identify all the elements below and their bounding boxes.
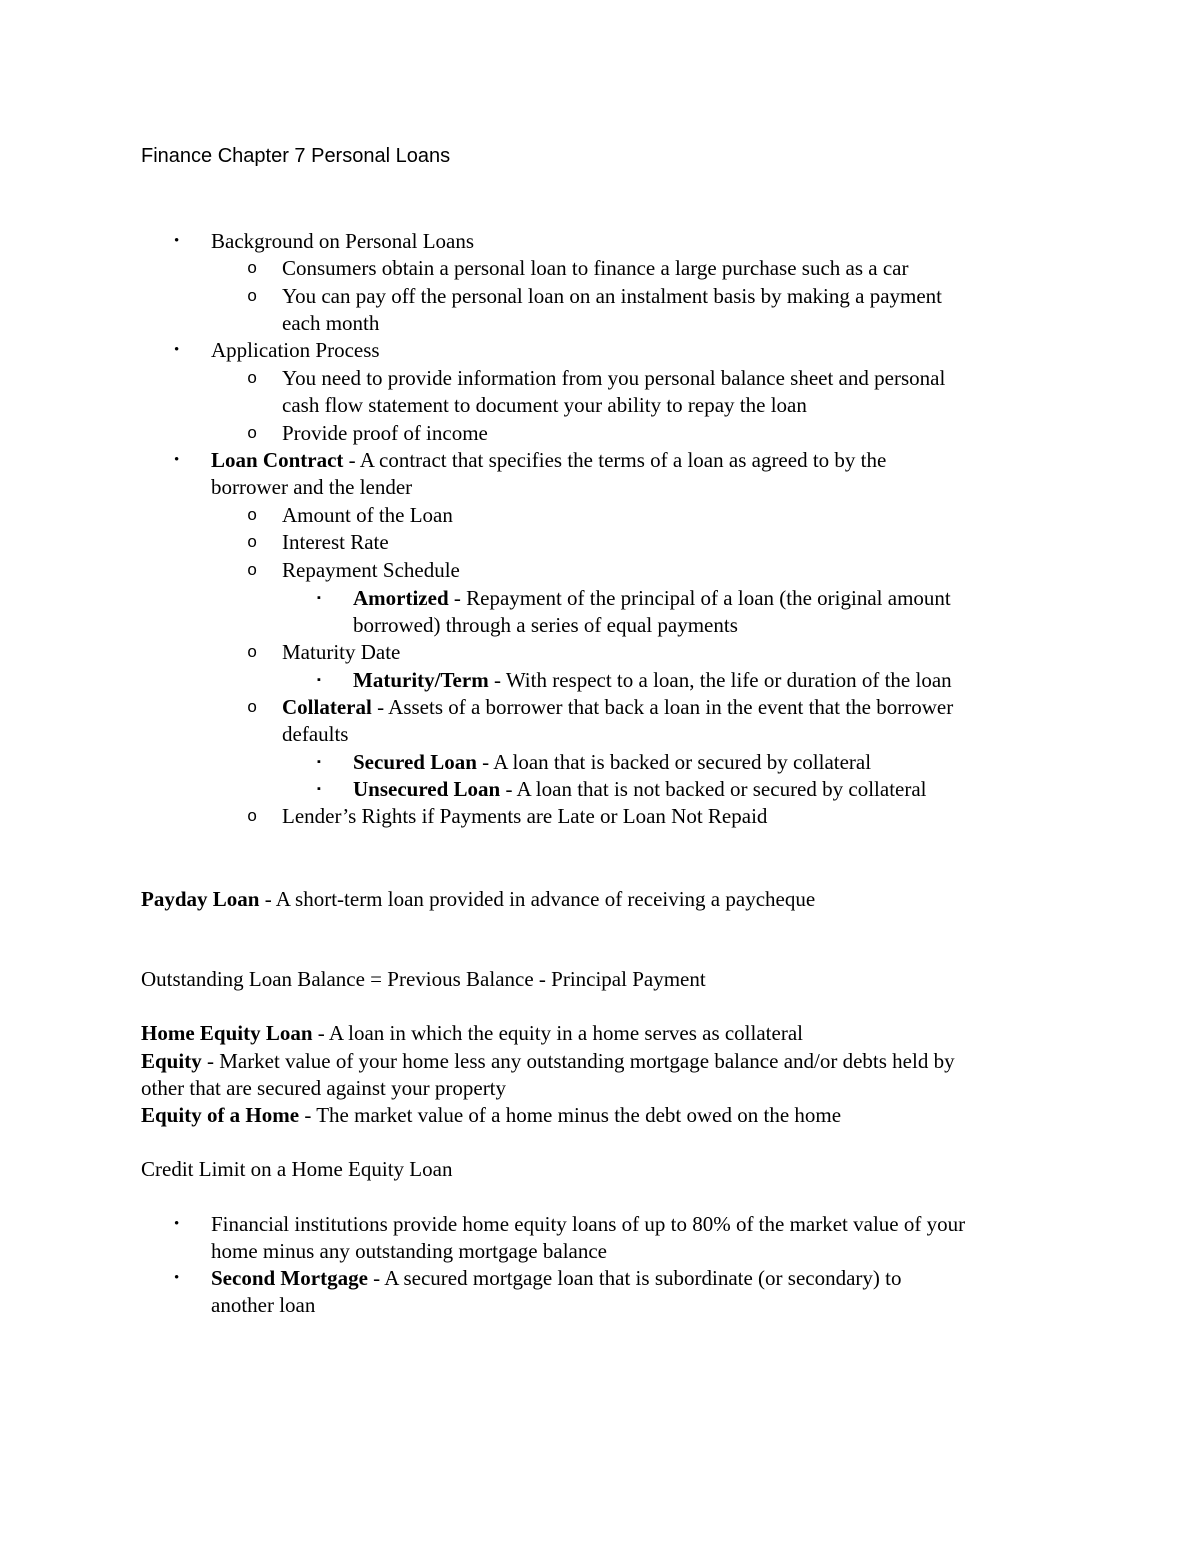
bullet-second-mortgage — [211, 1265, 901, 1292]
sub-bullet-marker: o — [247, 808, 258, 827]
definition-text: - Assets of a borrower that back a loan in the event that the borrower — [371, 695, 954, 719]
definition-text: - Market value of your home less any outstanding mortgage balance and/or debts held by — [201, 1049, 955, 1073]
heading-credit-limit: Credit Limit on a Home Equity Loan — [141, 1157, 453, 1181]
definition-text: - A loan that is backed or secured by collateral — [476, 750, 872, 774]
sub-bullet-maturity-date: Maturity Date — [282, 640, 401, 664]
sub-bullet-collateral-cont: defaults — [282, 722, 349, 746]
sub-sub-bullet-marker: ▪ — [317, 592, 321, 604]
sub-bullet-marker: o — [247, 370, 258, 389]
definition-text: - The market value of a home minus the debt owed on the home — [299, 1103, 842, 1127]
sub-sub-bullet-unsecured — [353, 776, 927, 803]
definition-text: - A contract that specifies the terms of a loan as agreed to by the — [343, 448, 887, 472]
sub-bullet-marker: o — [247, 562, 258, 581]
sub-sub-bullet-marker: ▪ — [317, 783, 321, 795]
paragraph-equity — [141, 1048, 955, 1075]
sub-bullet-marker: o — [247, 644, 258, 663]
sub-sub-bullet-marker: ▪ — [317, 756, 321, 768]
definition-text: - A loan in which the equity in a home serves as collateral — [312, 1021, 803, 1045]
sub-bullet-proof-income: Provide proof of income — [282, 421, 488, 445]
sub-bullet-marker: o — [247, 534, 258, 553]
sub-bullet-consumers: Consumers obtain a personal loan to finance a large purchase such as a car — [282, 256, 909, 280]
sub-bullet-amount: Amount of the Loan — [282, 503, 453, 527]
bullet-marker: • — [174, 452, 180, 468]
bullet-marker: • — [174, 233, 180, 249]
sub-bullet-marker: o — [247, 288, 258, 307]
paragraph-formula: Outstanding Loan Balance = Previous Balance - Principal Payment — [141, 967, 706, 991]
term-equity-of-home: Equity of a Home — [141, 1103, 300, 1127]
definition-text: - A secured mortgage loan that is subordinate (or secondary) to — [367, 1266, 902, 1290]
definition-text: - With respect to a loan, the life or duration of the loan — [488, 668, 952, 692]
sub-sub-bullet-amortized — [353, 585, 951, 612]
definition-text: - Repayment of the principal of a loan (the original amount — [448, 586, 951, 610]
term-second-mortgage: Second Mortgage — [211, 1266, 368, 1290]
sub-bullet-instalment: You can pay off the personal loan on an instalment basis by making a payment — [282, 284, 943, 308]
term-maturity: Maturity/Term — [353, 668, 489, 692]
paragraph-equity-of-home — [141, 1102, 841, 1129]
term-collateral: Collateral — [282, 695, 372, 719]
sub-bullet-marker: o — [247, 260, 258, 279]
sub-bullet-lenders-rights: Lender’s Rights if Payments are Late or Loan Not Repaid — [282, 804, 768, 828]
bullet-loan-contract-cont: borrower and the lender — [211, 475, 413, 499]
bullet-financial-institutions-cont: home minus any outstanding mortgage balance — [211, 1239, 607, 1263]
document-title: Finance Chapter 7 Personal Loans — [141, 145, 451, 167]
paragraph-payday-loan — [141, 886, 815, 913]
sub-sub-bullet-maturity-term — [353, 667, 952, 694]
definition-text: - A loan that is not backed or secured by collateral — [500, 777, 927, 801]
sub-bullet-marker: o — [247, 425, 258, 444]
paragraph-equity-cont: other that are secured against your property — [141, 1076, 507, 1100]
term-secured-loan: Secured Loan — [353, 750, 477, 774]
sub-bullet-marker: o — [247, 507, 258, 526]
term-amortized: Amortized — [353, 586, 449, 610]
bullet-marker: • — [174, 1216, 180, 1232]
sub-bullet-collateral — [282, 694, 953, 721]
term-home-equity-loan: Home Equity Loan — [141, 1021, 313, 1045]
sub-sub-bullet-secured — [353, 749, 871, 776]
sub-bullet-provide-info-cont: cash flow statement to document your ability to repay the loan — [282, 393, 807, 417]
bullet-marker: • — [174, 342, 180, 358]
bullet-application: Application Process — [211, 338, 380, 362]
term-equity: Equity — [141, 1049, 202, 1073]
term-payday-loan: Payday Loan — [141, 887, 260, 911]
sub-sub-bullet-amortized-cont: borrowed) through a series of equal payments — [353, 613, 738, 637]
paragraph-home-equity-loan — [141, 1020, 803, 1047]
bullet-second-mortgage-cont: another loan — [211, 1293, 316, 1317]
sub-bullet-provide-info: You need to provide information from you personal balance sheet and personal — [282, 366, 946, 390]
bullet-marker: • — [174, 1270, 180, 1286]
bullet-financial-institutions: Financial institutions provide home equity loans of up to 80% of the market value of your — [211, 1212, 966, 1236]
sub-bullet-instalment-cont: each month — [282, 311, 380, 335]
definition-text: - A short-term loan provided in advance of receiving a paycheque — [259, 887, 816, 911]
sub-bullet-repayment-schedule: Repayment Schedule — [282, 558, 460, 582]
term-loan-contract: Loan Contract — [211, 448, 344, 472]
sub-sub-bullet-marker: ▪ — [317, 674, 321, 686]
sub-bullet-interest-rate: Interest Rate — [282, 530, 389, 554]
bullet-background: Background on Personal Loans — [211, 229, 475, 253]
term-unsecured-loan: Unsecured Loan — [353, 777, 501, 801]
sub-bullet-marker: o — [247, 699, 258, 718]
bullet-loan-contract — [211, 447, 886, 474]
